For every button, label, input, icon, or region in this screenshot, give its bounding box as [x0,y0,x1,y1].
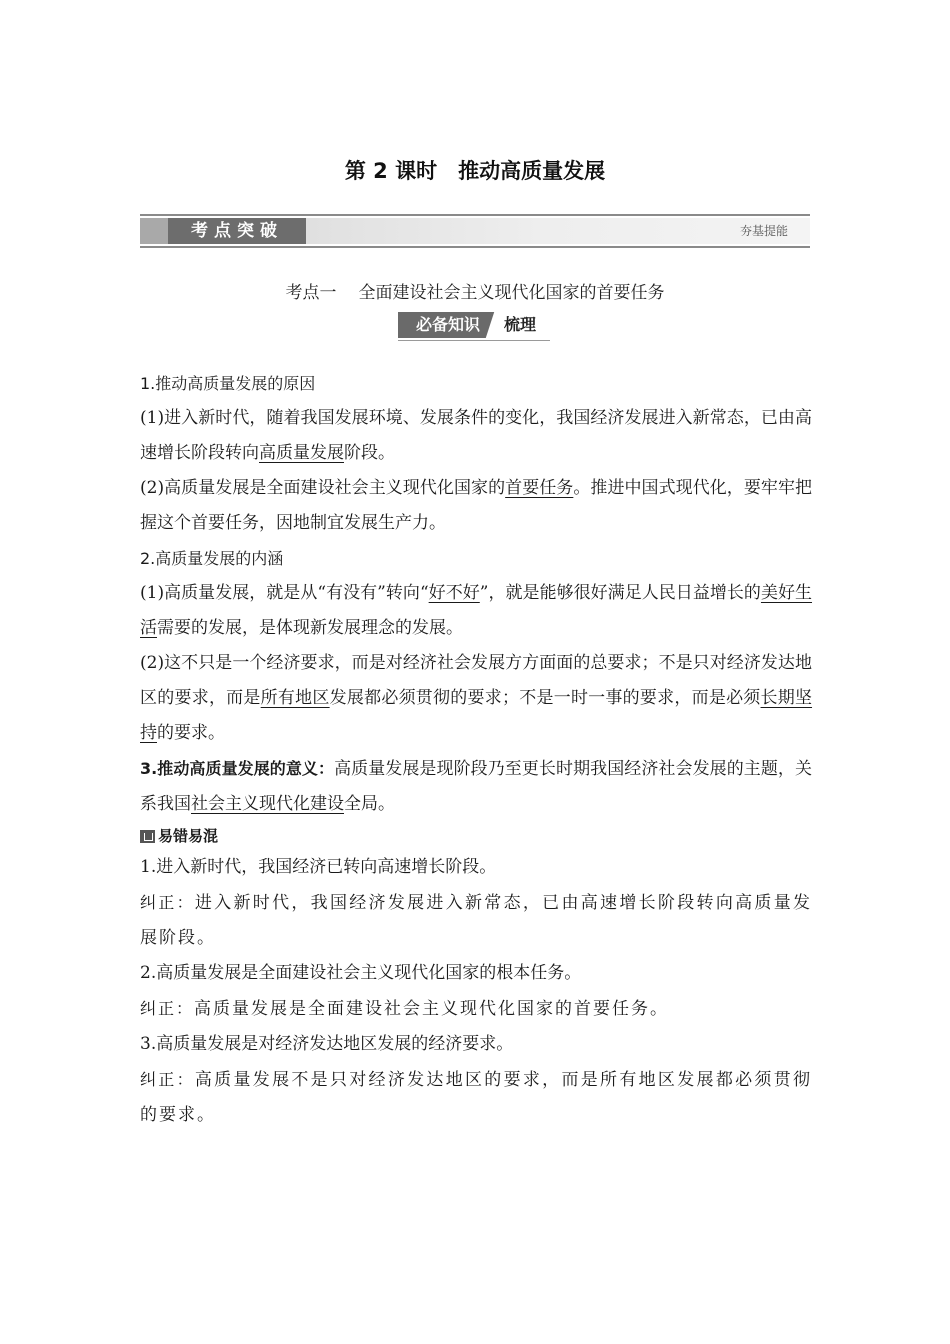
topic-label: 考点一 [285,283,337,303]
error-item-fix [140,885,812,956]
text-span: 发展都必须贯彻的要求；不是一时一事的要求，而是必须 [329,688,761,708]
fix-text: 高质量发展不是只对经济发达地区的要求，而是所有地区发展都必须贯彻的要求。 [140,1070,812,1125]
error-item-wrong: 3.高质量发展是对经济发达地区发展的经济要求。 [140,1034,514,1054]
error-item-wrong: 2.高质量发展是全面建设社会主义现代化国家的根本任务。 [140,963,582,983]
blank-answer: 美好生活 [140,583,813,638]
text-span: 高质量发展是现阶段乃至更长时期我国经济社会发展的主题，关系我国 [140,759,813,814]
badge-dark-label: 必备知识 [398,312,498,338]
errors-heading [140,822,812,850]
section-banner [140,214,810,248]
knowledge-badge [398,312,550,338]
text-span: 阶段。 [344,443,395,463]
correct-label: 纠正： [140,999,195,1018]
blank-answer: 高质量发展 [259,443,344,463]
error-item-wrong: 1.进入新时代，我国经济已转向高速增长阶段。 [140,857,497,877]
blank-answer: 所有地区 [260,688,330,708]
text-span: 全局。 [344,794,395,814]
correct-label: 纠正： [140,893,195,912]
section-3-heading: 3.推动高质量发展的意义： [140,759,335,778]
blank-answer: 社会主义现代化建设 [191,794,344,814]
main-content [140,366,812,1133]
banner-tag-accent [140,218,168,244]
banner-bottom-rule [140,246,810,248]
error-section-icon [140,830,155,843]
text-span: 的要求。 [157,723,225,743]
banner-tag: 考点突破 [168,218,306,244]
blank-answer: 首要任务 [505,478,574,498]
errors-heading-text: 易错易混 [158,826,219,845]
topic-heading [0,278,950,303]
fix-text: 高质量发展是全面建设社会主义现代化国家的首要任务。 [194,999,670,1019]
text-span: (1)进入新时代，随着我国发展环境、发展条件的变化，我国经济发展进入新常态，已由高速增长阶段转向 [140,408,812,463]
badge-light-label: 梳理 [504,315,537,334]
banner-top-rule [140,214,810,216]
topic-text: 全面建设社会主义现代化国家的首要任务 [358,283,665,303]
error-item-fix [140,991,812,1027]
banner-right-label: 夯基提能 [739,224,788,238]
text-span: (2)这不只是一个经济要求，而是对经济社会发展方方面面的总要求；不是只对经济发达地区的要求，而是 [140,653,812,708]
page-title: 第 2 课时 推动高质量发展 [344,159,606,183]
section-2-para-2 [140,646,812,751]
blank-answer: 长期坚持 [140,688,813,743]
blank-answer: 好不好 [428,583,480,603]
fix-text: 进入新时代，我国经济发展进入新常态，已由高速增长阶段转向高质量发展阶段。 [140,893,812,948]
text-span: 。推进中国式现代化，要牢牢把握这个首要任务，因地制宜发展生产力。 [140,478,812,533]
text-span: (2)高质量发展是全面建设社会主义现代化国家的 [140,478,506,498]
correct-label: 纠正： [140,1070,195,1089]
badge-underline [398,340,550,341]
text-span: 需要的发展，是体现新发展理念的发展。 [157,618,463,638]
section-1-para-1 [140,401,812,471]
section-1-heading: 1.推动高质量发展的原因 [140,374,316,393]
section-3-para [140,751,812,822]
text-span: (1)高质量发展，就是从“有没有”转向“ [140,583,429,603]
text-span: ”，就是能够很好满足人民日益增长的 [479,583,761,603]
error-item-fix [140,1062,812,1133]
section-2-heading: 2.高质量发展的内涵 [140,549,284,568]
section-2-para-1 [140,576,812,646]
section-1-para-2 [140,471,812,541]
